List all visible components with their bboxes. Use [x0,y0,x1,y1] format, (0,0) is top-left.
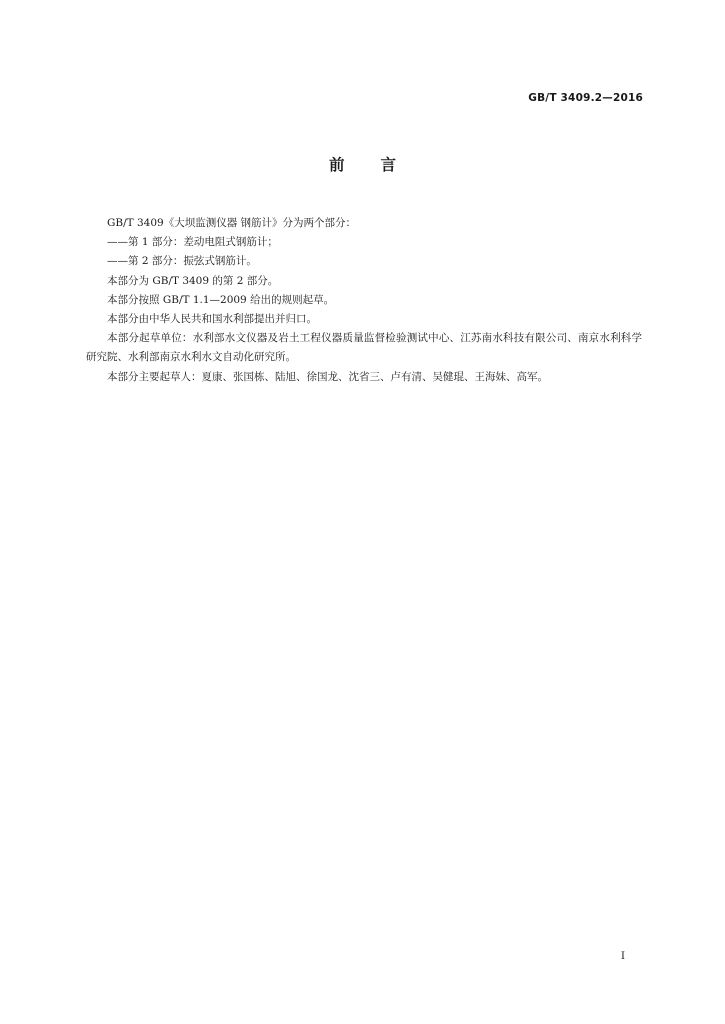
standard-code-header: GB/T 3409.2—2016 [528,92,643,104]
list-item-part-2: ——第 2 部分：振弦式钢筋计。 [107,255,257,268]
page-number: I [621,951,625,962]
list-item-part-1: ——第 1 部分：差动电阻式钢筋计； [107,236,278,249]
paragraph-drafters: 本部分主要起草人：夏康、张国栋、陆旭、徐国龙、沈省三、卢有清、吴健琨、王海妹、高军。 [107,370,548,383]
paragraph-drafting-units: 本部分起草单位：水利部水文仪器及岩土工程仪器质量监督检验测试中心、江苏南水科技有限公司、南京水利科学研究院、水利部南京水利水文自动化研究所。 [86,332,642,364]
foreword-body [86,214,642,387]
paragraph-scope: 本部分为 GB/T 3409 的第 2 部分。 [107,274,279,287]
paragraph-proposer: 本部分由中华人民共和国水利部提出并归口。 [107,313,317,326]
paragraph-intro: GB/T 3409《大坝监测仪器 钢筋计》分为两个部分： [107,217,357,229]
page-title: 前言 [328,156,432,174]
paragraph-drafting-rules: 本部分按照 GB/T 1.1—2009 给出的规则起草。 [107,293,335,306]
